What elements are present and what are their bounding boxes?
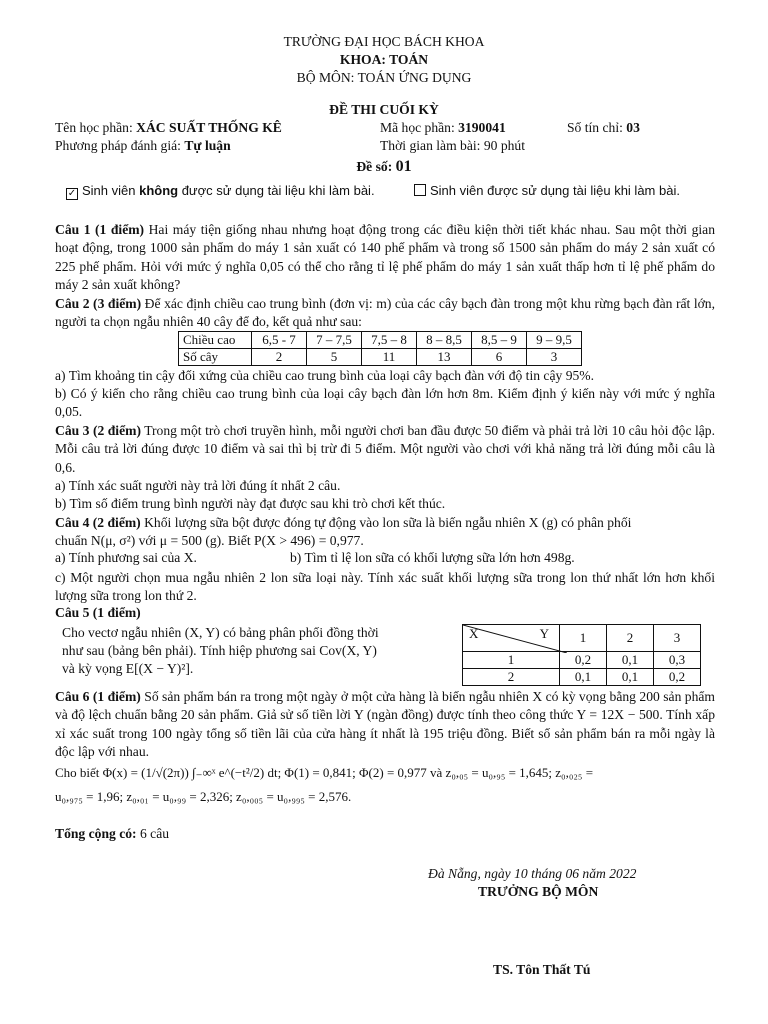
question-4-label: Câu 4 (2 điểm) — [55, 515, 141, 530]
exam-number — [0, 158, 768, 176]
table-row: Chiều cao 6,5 - 7 7 – 7,5 7,5 – 8 8 – 8,5 8,5 – 9 9 – 9,5 — [179, 332, 582, 349]
question-6-text: Số sản phẩm bán ra trong một ngày ở một cửa hàng là biến ngẫu nhiên X có kỳ vọng bằng 200 sản phẩm và độ lệch chuẩn bằng 20 sản phẩm. Giả sử số tiền lời Y (ngàn đồng) được tính theo công thức Y = 12X − 500. Tính xấp xỉ xác suất trong 100 ngày tổng số tiền lãi của cửa hàng ít nhất là 195 triệu đồng. Biết số sản phẩm bán ra mỗi ngày là độc lập với nhau. — [55, 689, 715, 760]
time-label: Thời gian làm bài: — [380, 138, 481, 153]
method-info — [55, 138, 231, 154]
total-questions — [55, 826, 169, 842]
question-2-text: Để xác định chiều cao trung bình (đơn vị: m) của các cây bạch đàn trong một khu rừng bạch đàn rất lớn, người ta chọn ngẫu nhiên 40 cây để đo, kết quả như sau: — [55, 296, 715, 330]
question-5-line3: và kỳ vọng E[(X − Y)²]. — [62, 661, 194, 676]
place-date: Đà Nẵng, ngày 10 tháng 06 năm 2022 — [428, 866, 637, 881]
question-6-label: Câu 6 (1 điểm) — [55, 689, 141, 704]
credits-label: Số tín chỉ: — [567, 120, 623, 135]
table-row: Số cây 2 5 11 13 6 3 — [179, 349, 582, 366]
head-of-department: TRƯỞNG BỘ MÔN — [478, 884, 599, 899]
question-3a: a) Tính xác suất người này trả lời đúng ít nhất 2 câu. — [55, 478, 341, 493]
height-table — [178, 331, 582, 366]
checked-box-icon: ✓ — [67, 188, 77, 199]
time-value: 90 phút — [483, 138, 526, 153]
time-info — [380, 138, 525, 154]
question-4-line2: chuẩn N(μ, σ²) với μ = 500 (g). Biết P(X > 496) = 0,977. — [55, 533, 364, 548]
credits-value: 03 — [626, 120, 640, 135]
exam-no-label: Đề số: — [356, 159, 393, 174]
question-4-line1: Khối lượng sữa bột được đóng tự động vào lon sữa là biến ngẫu nhiên X (g) có phân phối — [140, 515, 632, 530]
question-5-label: Câu 5 (1 điểm) — [55, 605, 141, 620]
university-name: TRƯỜNG ĐẠI HỌC BÁCH KHOA — [283, 34, 485, 49]
total-value: 6 câu — [136, 826, 170, 841]
method-value: Tự luận — [184, 138, 231, 153]
question-3 — [55, 422, 715, 477]
course-info — [55, 120, 282, 136]
question-2 — [55, 295, 715, 332]
question-4c: c) Một người chọn mua ngẫu nhiên 2 lon sữa loại này. Tính xác suất khối lượng sữa trong lon thứ nhất lớn hơn khối lượng sữa trong lon thứ 2. — [55, 570, 715, 604]
exam-no-value: 01 — [395, 158, 412, 175]
course-code-info — [380, 120, 506, 136]
question-4a: a) Tính phương sai của X. — [55, 550, 197, 565]
department-name: BỘ MÔN: TOÁN ỨNG DỤNG — [296, 70, 472, 85]
code-label: Mã học phần: — [380, 120, 455, 135]
table-row: 1 0,2 0,1 0,3 — [463, 652, 701, 669]
question-6 — [55, 688, 715, 762]
question-6-given-1: Cho biết Φ(x) = (1/√(2π)) ∫₋∞ˣ e^(−t²/2) dt; Φ(1) = 0,841; Φ(2) = 0,977 và z₀,₀₅ = u₀,₉₅ = 1,645; z₀,₀₂₅ = — [55, 765, 594, 780]
question-4b: b) Tìm tỉ lệ lon sữa có khối lượng sữa lớn hơn 498g. — [290, 550, 575, 565]
question-3-label: Câu 3 (2 điểm) — [55, 423, 141, 438]
joint-distribution-table — [462, 624, 701, 686]
faculty-name: KHOA: TOÁN — [339, 52, 429, 67]
table-corner-cell: X Y — [463, 625, 560, 652]
credits-info — [567, 120, 640, 136]
course-value: XÁC SUẤT THỐNG KÊ — [136, 120, 282, 135]
question-3b: b) Tìm số điểm trung bình người này đạt được sau khi trò chơi kết thúc. — [55, 496, 446, 511]
total-label: Tổng cộng có: — [55, 826, 137, 841]
question-2a: a) Tìm khoảng tin cậy đối xứng của chiều cao trung bình của loại cây bạch đàn với độ tin cậy 95%. — [55, 368, 595, 383]
exam-title: ĐỀ THI CUỐI KỲ — [329, 102, 439, 117]
table-row: X Y 1 2 3 — [463, 625, 701, 652]
question-5-line1: Cho vectơ ngẫu nhiên (X, Y) có bảng phân phối đồng thời — [62, 625, 379, 640]
table-row: 2 0,1 0,1 0,2 — [463, 669, 701, 686]
material-option-1: ✓ Sinh viên không được sử dụng tài liệu khi làm bài. — [67, 183, 375, 199]
method-label: Phương pháp đánh giá: — [55, 138, 181, 153]
question-6-given-2: u₀,₉₇₅ = 1,96; z₀,₀₁ = u₀,₉₉ = 2,326; z₀,₀₀₅ = u₀,₉₉₅ = 2,576. — [55, 789, 352, 804]
question-2b: b) Có ý kiến cho rằng chiều cao trung bình của loại cây bạch đàn lớn hơn 8m. Kiểm định ý kiến này với mức ý nghĩa 0,05. — [55, 386, 715, 420]
question-1-text: Hai máy tiện giống nhau nhưng hoạt động trong các điều kiện thời tiết khác nhau. Sau một thời gian hoạt động, trong 1000 sản phẩm do máy 1 sản xuất có 140 phế phẩm và trong số 1500 sản phẩm do máy 2 sản xuất có 225 phế phẩm. Hỏi với mức ý nghĩa 0,05 có thể cho rằng tỉ lệ phế phẩm do máy 1 sản xuất thấp hơn tỉ lệ phế phẩm do máy 2 sản xuất không? — [55, 222, 715, 293]
diagonal-line-icon — [463, 625, 567, 653]
question-5-line2: như sau (bảng bên phải). Tính hiệp phương sai Cov(X, Y) — [62, 643, 377, 658]
question-2-label: Câu 2 (3 điểm) — [55, 296, 142, 311]
code-value: 3190041 — [458, 120, 506, 135]
unchecked-box-icon — [414, 184, 426, 196]
question-1 — [55, 221, 715, 295]
question-3-text: Trong một trò chơi truyền hình, mỗi người chơi ban đầu được 50 điểm và phải trả lời 10 câu hỏi độc lập. Mỗi câu trả lời đúng được 10 điểm và sai thì bị trừ đi 5 điểm. Một người vào chơi với khả năng trả lời đúng mỗi câu là 0,6. — [55, 423, 715, 475]
signer-name: TS. Tôn Thất Tú — [493, 962, 591, 977]
question-4 — [55, 514, 715, 532]
course-label: Tên học phần: — [55, 120, 133, 135]
question-1-label: Câu 1 (1 điểm) — [55, 222, 145, 237]
material-option-2: Sinh viên được sử dụng tài liệu khi làm bài. — [414, 183, 680, 198]
